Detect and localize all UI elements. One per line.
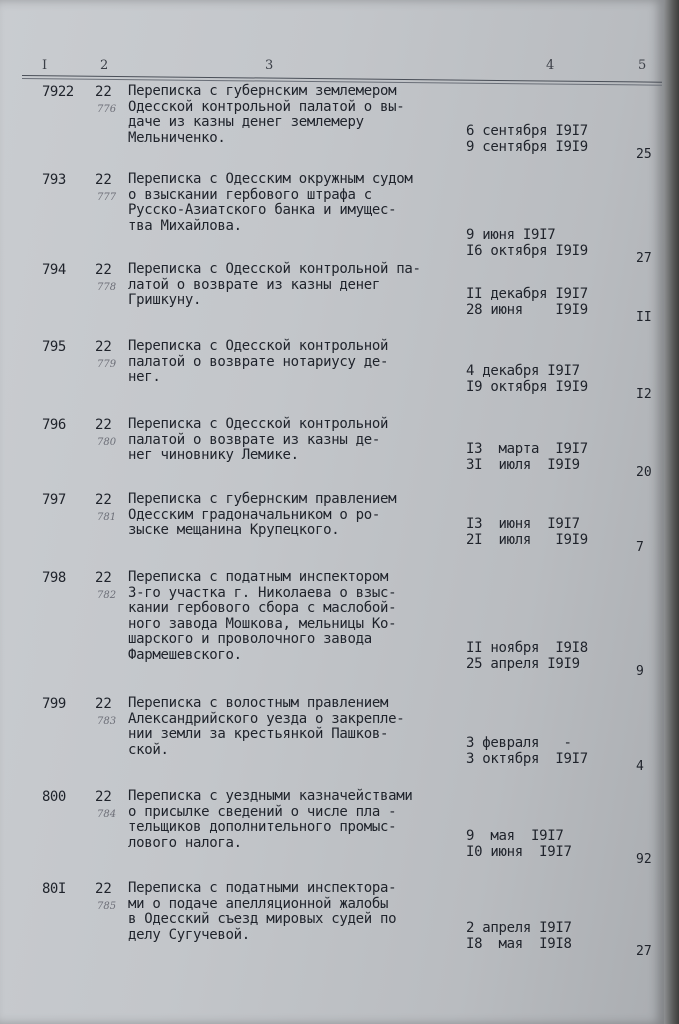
fund-number: 22 xyxy=(95,339,112,355)
handwritten-number: 784 xyxy=(97,809,117,820)
item-number: 7922 xyxy=(42,84,74,100)
handwritten-number: 779 xyxy=(97,359,117,370)
item-number: 795 xyxy=(42,339,66,355)
sheet-count: 27 xyxy=(636,944,652,959)
item-number: 798 xyxy=(42,570,66,586)
item-number: 797 xyxy=(42,492,66,508)
item-title: Переписка с Одесским окружным судом о взыскании гербового штрафа с Русско-Азиатского банка и имущес- тва Михайлова. xyxy=(128,171,413,234)
date-start: 9 июня I9I7 xyxy=(466,226,556,243)
fund-number: 22 xyxy=(95,262,112,278)
item-title: Переписка с губернским правлением Одесским градоначальником о ро- зыске мещанина Крупецкого. xyxy=(128,491,397,538)
sheet-count: II xyxy=(636,309,652,325)
handwritten-number: 778 xyxy=(97,282,117,293)
date-end: 3I июля I9I9 xyxy=(466,456,580,473)
item-title: Переписка с волостным правлением Александрийского уезда о закрепле- нии земли за крестьянкой Пашков- ской. xyxy=(128,695,405,758)
fund-number: 22 xyxy=(95,789,112,805)
sheet-count: 4 xyxy=(636,759,644,774)
item-title: Переписка с Одесской контрольной палатой о возврате из казны де- нег чиновнику Лемике. xyxy=(128,416,389,463)
date-start: 2 апреля I9I7 xyxy=(466,920,572,936)
item-title: Переписка с Одесской контрольной па- латой о возврате из казны денег Гришкуну. xyxy=(128,261,421,308)
date-end: I9 октября I9I9 xyxy=(466,378,588,395)
page-edge xyxy=(664,0,679,1024)
date-end: 28 июня I9I9 xyxy=(466,301,588,318)
item-number: 80I xyxy=(42,881,66,897)
item-title: Переписка с податным инспектором 3-го участка г. Николаева о взыс- кании гербового сбора с маслобой- ного завода Мошкова, мельницы Ко- шарского и проволочного завода Фармешевского. xyxy=(128,569,397,663)
date-end: 9 сентября I9I9 xyxy=(466,139,588,155)
fund-number: 22 xyxy=(95,492,112,508)
item-title: Переписка с губернским землемером Одесской контрольной палатой о вы- даче из казны денег землемеру Мельниченко. xyxy=(128,83,405,146)
item-number: 799 xyxy=(42,696,66,712)
sheet-count: I2 xyxy=(636,386,652,402)
handwritten-number: 780 xyxy=(97,437,117,448)
fund-number: 22 xyxy=(95,417,112,433)
handwritten-number: 783 xyxy=(97,716,117,727)
column-header-number: I xyxy=(42,58,48,73)
date-start: 6 сентября I9I7 xyxy=(466,123,588,139)
handwritten-number: 781 xyxy=(97,512,117,523)
sheet-count: 20 xyxy=(636,464,652,480)
fund-number: 22 xyxy=(95,696,112,712)
date-start: 3 февраля - xyxy=(466,735,572,751)
date-start: I3 июня I9I7 xyxy=(466,515,580,532)
sheet-count: 92 xyxy=(636,852,652,867)
item-number: 800 xyxy=(42,789,66,805)
fund-number: 22 xyxy=(95,881,112,897)
column-header-fund: 2 xyxy=(100,58,109,73)
sheet-count: 27 xyxy=(636,250,652,266)
date-end: I0 июня I9I7 xyxy=(466,844,572,860)
item-title: Переписка с Одесской контрольной палатой о возврате нотариусу де- нег. xyxy=(128,338,389,385)
handwritten-number: 782 xyxy=(97,590,117,601)
item-title: Переписка с податными инспектора- ми о подаче апелляционной жалобы в Одесский съезд мировых судей по делу Сугучевой. xyxy=(128,880,397,943)
sheet-count: 7 xyxy=(636,539,644,555)
item-number: 796 xyxy=(42,417,66,433)
item-number: 794 xyxy=(42,262,66,278)
handwritten-number: 776 xyxy=(97,104,117,115)
date-end: 2I июля I9I9 xyxy=(466,531,588,548)
item-number: 793 xyxy=(42,172,66,188)
date-end: I8 мая I9I8 xyxy=(466,936,572,952)
handwritten-number: 777 xyxy=(97,192,117,203)
handwritten-number: 785 xyxy=(97,901,117,912)
fund-number: 22 xyxy=(95,570,112,586)
date-start: II ноября I9I8 xyxy=(466,640,588,656)
sheet-count: 25 xyxy=(636,147,652,162)
sheet-count: 9 xyxy=(636,664,644,679)
date-end: I6 октября I9I9 xyxy=(466,242,588,259)
fund-number: 22 xyxy=(95,84,112,100)
fund-number: 22 xyxy=(95,172,112,188)
column-header-dates: 4 xyxy=(546,58,555,73)
column-header-title: 3 xyxy=(265,58,274,73)
column-header-count: 5 xyxy=(638,58,647,73)
date-start: I3 марта I9I7 xyxy=(466,440,588,457)
date-end: 3 октября I9I7 xyxy=(466,751,588,767)
date-start: 4 декабря I9I7 xyxy=(466,362,580,379)
date-start: 9 мая I9I7 xyxy=(466,828,564,844)
date-start: II декабря I9I7 xyxy=(466,285,588,302)
date-end: 25 апреля I9I9 xyxy=(466,656,580,672)
item-title: Переписка с уездными казначействами о присылке сведений о числе пла - тельщиков дополнительного промыс- лового налога. xyxy=(128,788,413,851)
